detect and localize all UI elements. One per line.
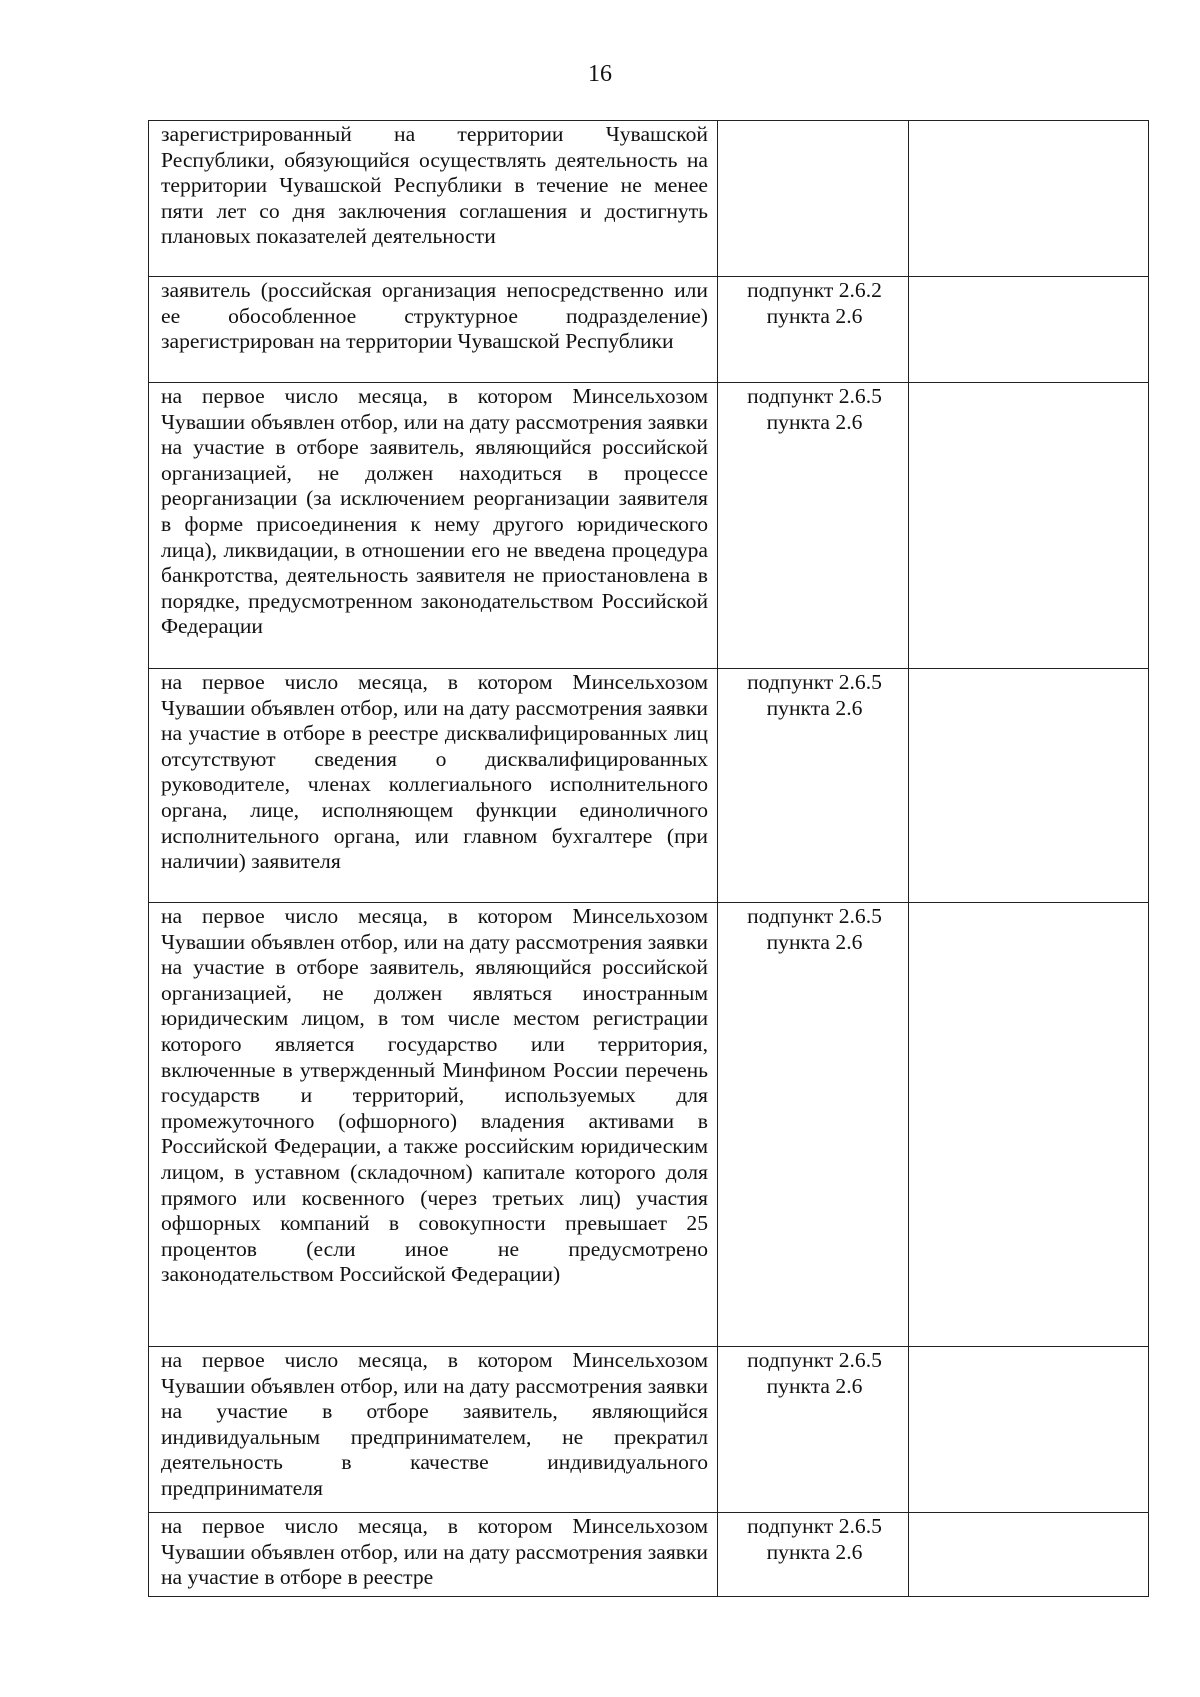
reference-cell [718,903,909,1347]
empty-cell [909,121,1149,277]
requirements-table [148,120,1149,1597]
table-row [149,1513,1149,1597]
reference-item: пункта 2.6 [766,1373,863,1398]
empty-cell [909,1513,1149,1597]
reference-subitem: подпункт 2.6.2 [747,278,882,302]
reference-subitem: подпункт 2.6.5 [747,1348,882,1372]
table-row [149,277,1149,383]
requirement-cell: на первое число месяца, в котором Минсельхозом Чувашии объявлен отбор, или на дату рассмотрения заявки на участие в отборе в реестре [149,1513,718,1597]
requirement-cell: заявитель (российская организация непосредственно или ее обособленное структурное подразделение) зарегистрирован на территории Чувашской Республики [149,277,718,383]
reference-subitem: подпункт 2.6.5 [747,904,882,928]
requirement-cell: на первое число месяца, в котором Минсельхозом Чувашии объявлен отбор, или на дату рассмотрения заявки на участие в отборе заявитель, являющийся российской организацией, не должен являться иностранным юридическим лицом, в том числе местом регистрации которого является государство или территория, включенные в утвержденный Минфином России перечень государств и территорий, используемых для промежуточного (офшорного) владения активами в Российской Федерации, а также российским юридическим лицом, в уставном (складочном) капитале которого доля прямого или косвенного (через третьих лиц) участия офшорных компаний в совокупности превышает 25 процентов (если иное не предусмотрено законодательством Российской Федерации) [149,903,718,1347]
requirement-cell: зарегистрированный на территории Чувашской Республики, обязующийся осуществлять деятельность на территории Чувашской Республики в течение не менее пяти лет со дня заключения соглашения и достигнуть плановых показателей деятельности [149,121,718,277]
table-row [149,121,1149,277]
requirement-cell: на первое число месяца, в котором Минсельхозом Чувашии объявлен отбор, или на дату рассмотрения заявки на участие в отборе в реестре дисквалифицированных лиц отсутствуют сведения о дисквалифицированных руководителе, членах коллегиального исполнительного органа, лице, исполняющем функции единоличного исполнительного органа, или главном бухгалтере (при наличии) заявителя [149,669,718,903]
reference-item: пункта 2.6 [766,303,863,328]
table-row [149,383,1149,669]
reference-item: пункта 2.6 [766,695,863,720]
requirement-cell: на первое число месяца, в котором Минсельхозом Чувашии объявлен отбор, или на дату рассмотрения заявки на участие в отборе заявитель, являющийся российской организацией, не должен находиться в процессе реорганизации (за исключением реорганизации заявителя в форме присоединения к нему другого юридического лица), ликвидации, в отношении его не введена процедура банкротства, деятельность заявителя не приостановлена в порядке, предусмотренном законодательством Российской Федерации [149,383,718,669]
reference-cell [718,669,909,903]
empty-cell [909,1347,1149,1513]
reference-subitem: подпункт 2.6.5 [747,670,882,694]
empty-cell [909,903,1149,1347]
reference-subitem: подпункт 2.6.5 [747,1514,882,1538]
requirement-cell: на первое число месяца, в котором Минсельхозом Чувашии объявлен отбор, или на дату рассмотрения заявки на участие в отборе заявитель, являющийся индивидуальным предпринимателем, не прекратил деятельность в качестве индивидуального предпринимателя [149,1347,718,1513]
empty-cell [909,383,1149,669]
table-row [149,669,1149,903]
reference-cell [718,1347,909,1513]
table-row [149,1347,1149,1513]
reference-item: пункта 2.6 [766,929,863,954]
page-number: 16 [588,61,612,87]
reference-item: пункта 2.6 [766,1539,863,1564]
reference-cell [718,121,909,277]
reference-cell [718,1513,909,1597]
empty-cell [909,669,1149,903]
reference-cell [718,277,909,383]
reference-subitem: подпункт 2.6.5 [747,384,882,408]
table-row [149,903,1149,1347]
reference-cell [718,383,909,669]
empty-cell [909,277,1149,383]
reference-item: пункта 2.6 [766,409,863,434]
